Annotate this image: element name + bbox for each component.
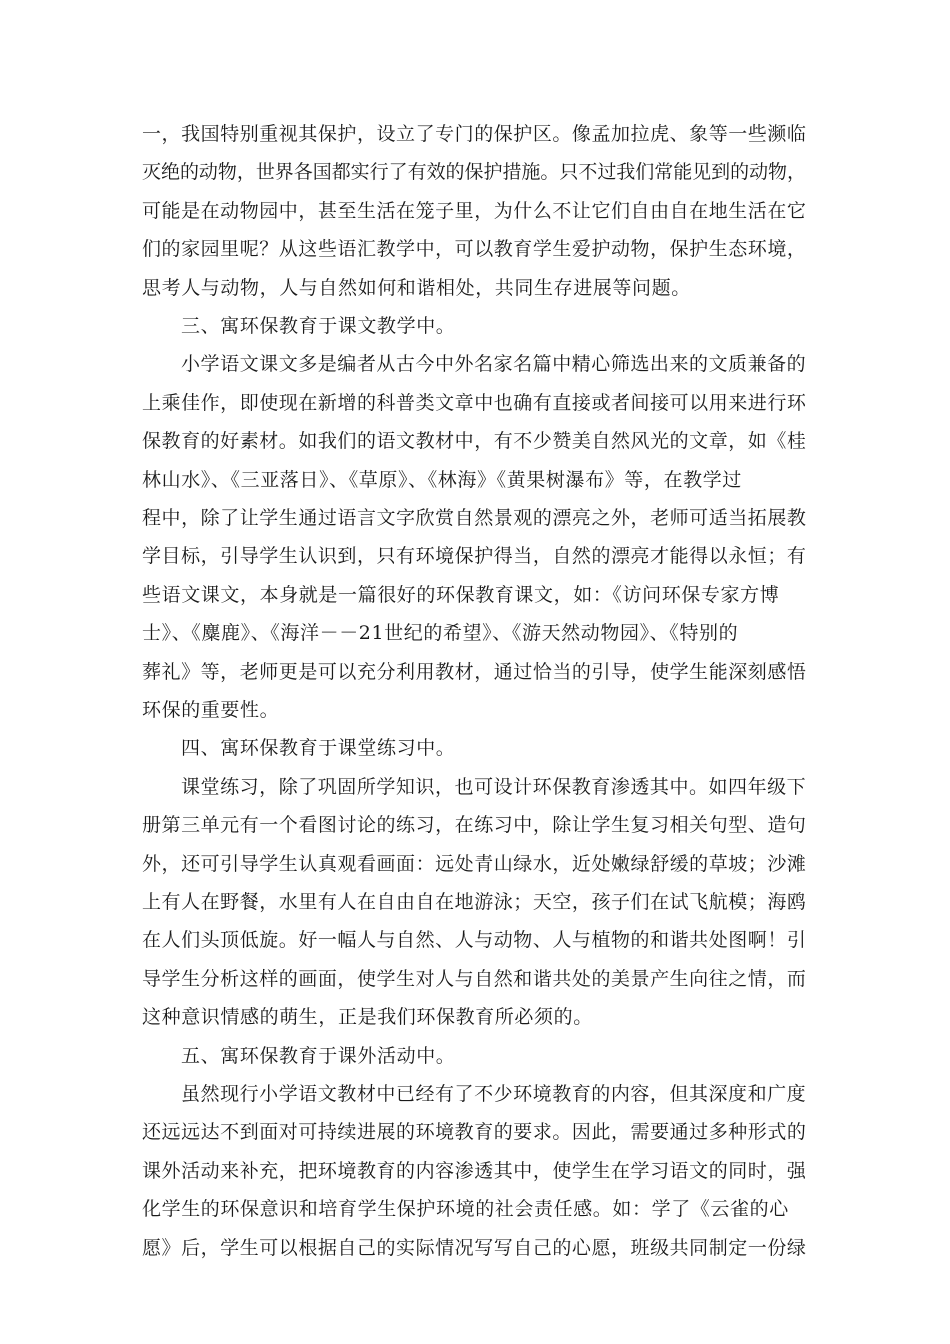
text-line: 程中，除了让学生通过语言文字欣赏自然景观的漂亮之外，老师可适当拓展教	[142, 507, 807, 529]
text-line: 外，还可引导学生认真观看画面：远处青山绿水，近处嫩绿舒缓的草坡；沙滩	[142, 853, 807, 875]
text-line: 还远远达不到面对可持续进展的环境教育的要求。因此，需要通过多种形式的	[142, 1121, 807, 1143]
text-line: 册第三单元有一个看图讨论的练习，在练习中，除让学生复习相关句型、造句	[142, 814, 807, 836]
paragraph-first-line: 小学语文课文多是编者从古今中外名家名篇中精心筛选出来的文质兼备的	[181, 353, 807, 375]
text-line: 上有人在野餐，水里有人在自由自在地游泳；天空，孩子们在试飞航模；海鸥	[142, 891, 807, 913]
text-line: 葬礼》等，老师更是可以充分利用教材，通过恰当的引导，使学生能深刻感悟	[142, 661, 807, 683]
text-line: 保教育的好素材。如我们的语文教材中，有不少赞美自然风光的文章，如《桂	[142, 430, 807, 452]
text-line: 在人们头顶低旋。好一幅人与自然、人与动物、人与植物的和谐共处图啊！引	[142, 929, 807, 951]
text-line: 可能是在动物园中，甚至生活在笼子里，为什么不让它们自由自在地生活在它	[142, 200, 807, 222]
text-line: 上乘佳作，即使现在新增的科普类文章中也确有直接或者间接可以用来进行环	[142, 392, 807, 414]
text-line: 化学生的环保意识和培育学生保护环境的社会责任感。如：学了《云雀的心	[142, 1198, 789, 1220]
text-line: 环保的重要性。	[142, 699, 280, 721]
text-line: 士》、《麋鹿》、《海洋－－21世纪的希望》、《游天然动物园》、《特别的	[142, 622, 739, 644]
text-line: 愿》后，学生可以根据自己的实际情况写写自己的心愿，班级共同制定一份绿	[142, 1237, 807, 1259]
text-line: 课外活动来补充，把环境教育的内容渗透其中，使学生在学习语文的同时，强	[142, 1160, 807, 1182]
text-line: 这种意识情感的萌生，正是我们环保教育所必须的。	[142, 1006, 593, 1028]
text-line: 些语文课文，本身就是一篇很好的环保教育课文，如：《访问环保专家方博	[142, 584, 780, 606]
text-line: 们的家园里呢？从这些语汇教学中，可以教育学生爱护动物，保护生态环境，	[142, 238, 807, 260]
paragraph-first-line: 四、寓环保教育于课堂练习中。	[181, 737, 456, 759]
paragraph-first-line: 课堂练习，除了巩固所学知识，也可设计环保教育渗透其中。如四年级下	[181, 776, 807, 798]
text-line: 一，我国特别重视其保护，设立了专门的保护区。像孟加拉虎、象等一些濒临	[142, 123, 807, 145]
paragraph-first-line: 三、寓环保教育于课文教学中。	[181, 315, 456, 337]
text-line: 导学生分析这样的画面，使学生对人与自然和谐共处的美景产生向往之情，而	[142, 968, 807, 990]
text-line: 林山水》、《三亚落日》、《草原》、《林海》《黄果树瀑布》等，在教学过	[142, 469, 742, 491]
text-line: 学目标，引导学生认识到，只有环境保护得当，自然的漂亮才能得以永恒；有	[142, 545, 807, 567]
text-line: 灭绝的动物，世界各国都实行了有效的保护措施。只不过我们常能见到的动物，	[142, 161, 807, 183]
paragraph-first-line: 虽然现行小学语文教材中已经有了不少环境教育的内容，但其深度和广度	[181, 1083, 807, 1105]
text-line: 思考人与动物，人与自然如何和谐相处，共同生存进展等问题。	[142, 277, 691, 299]
paragraph-first-line: 五、寓环保教育于课外活动中。	[181, 1045, 456, 1067]
